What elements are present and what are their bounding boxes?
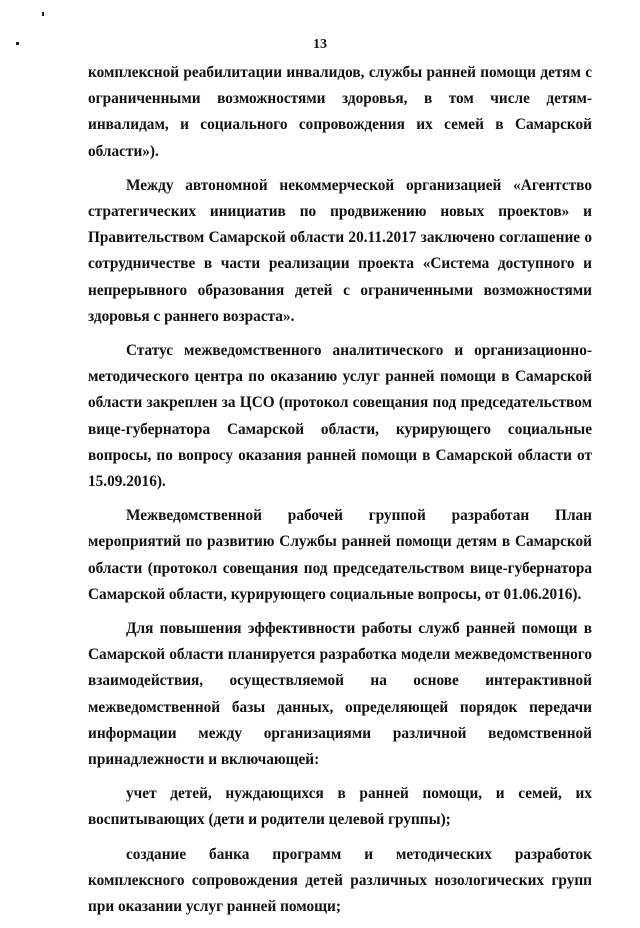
scan-mark [42, 12, 44, 16]
page-number: 13 [313, 37, 327, 52]
body-text [88, 60, 592, 928]
paragraph: Для повышения эффективности работы служб ранней помощи в Самарской области планируется разработка модели межведомственного взаимодействия, осуществляемой на основе интерактивной межведомственной базы данных, определяющей порядок передачи информации между организациями различной ведомственной принадлежности и включающей: [88, 620, 592, 769]
list-paragraph: учет детей, нуждающихся в ранней помощи, и семей, их воспитывающих (дети и родители целевой группы); [88, 785, 592, 829]
paragraph: Межведомственной рабочей группой разработан План мероприятий по развитию Службы ранней помощи детям в Самарской области (протокол совещания под председательством вице-губернатора Самарской области, курирующего социальные вопросы, от 01.06.2016). [88, 507, 592, 603]
paragraph: Между автономной некоммерческой организацией «Агентство стратегических инициатив по продвижению новых проектов» и Правительством Самарской области 20.11.2017 заключено соглашение о сотрудничестве в части реализации проекта «Система доступного и непрерывного образования детей с ограниченными возможностями здоровья с раннего возраста». [88, 176, 592, 325]
list-paragraph: создание банка программ и методических разработок комплексного сопровождения детей различных нозологических групп при оказании услуг ранней помощи; [88, 845, 592, 916]
paragraph: Статус межведомственного аналитического и организационно-методического центра по оказанию услуг ранней помощи в Самарской области закреплен за ЦСО (протокол совещания под председательством вице-губернатора Самарской области, курирующего социальные вопросы, по вопросу оказания ранней помощи в Самарской области от 15.09.2016). [88, 342, 592, 491]
paragraph: комплексной реабилитации инвалидов, службы ранней помощи детям с ограниченными возможностями здоровья, в том числе детям-инвалидам, и социального сопровождения их семей в Самарской области»). [88, 64, 592, 160]
